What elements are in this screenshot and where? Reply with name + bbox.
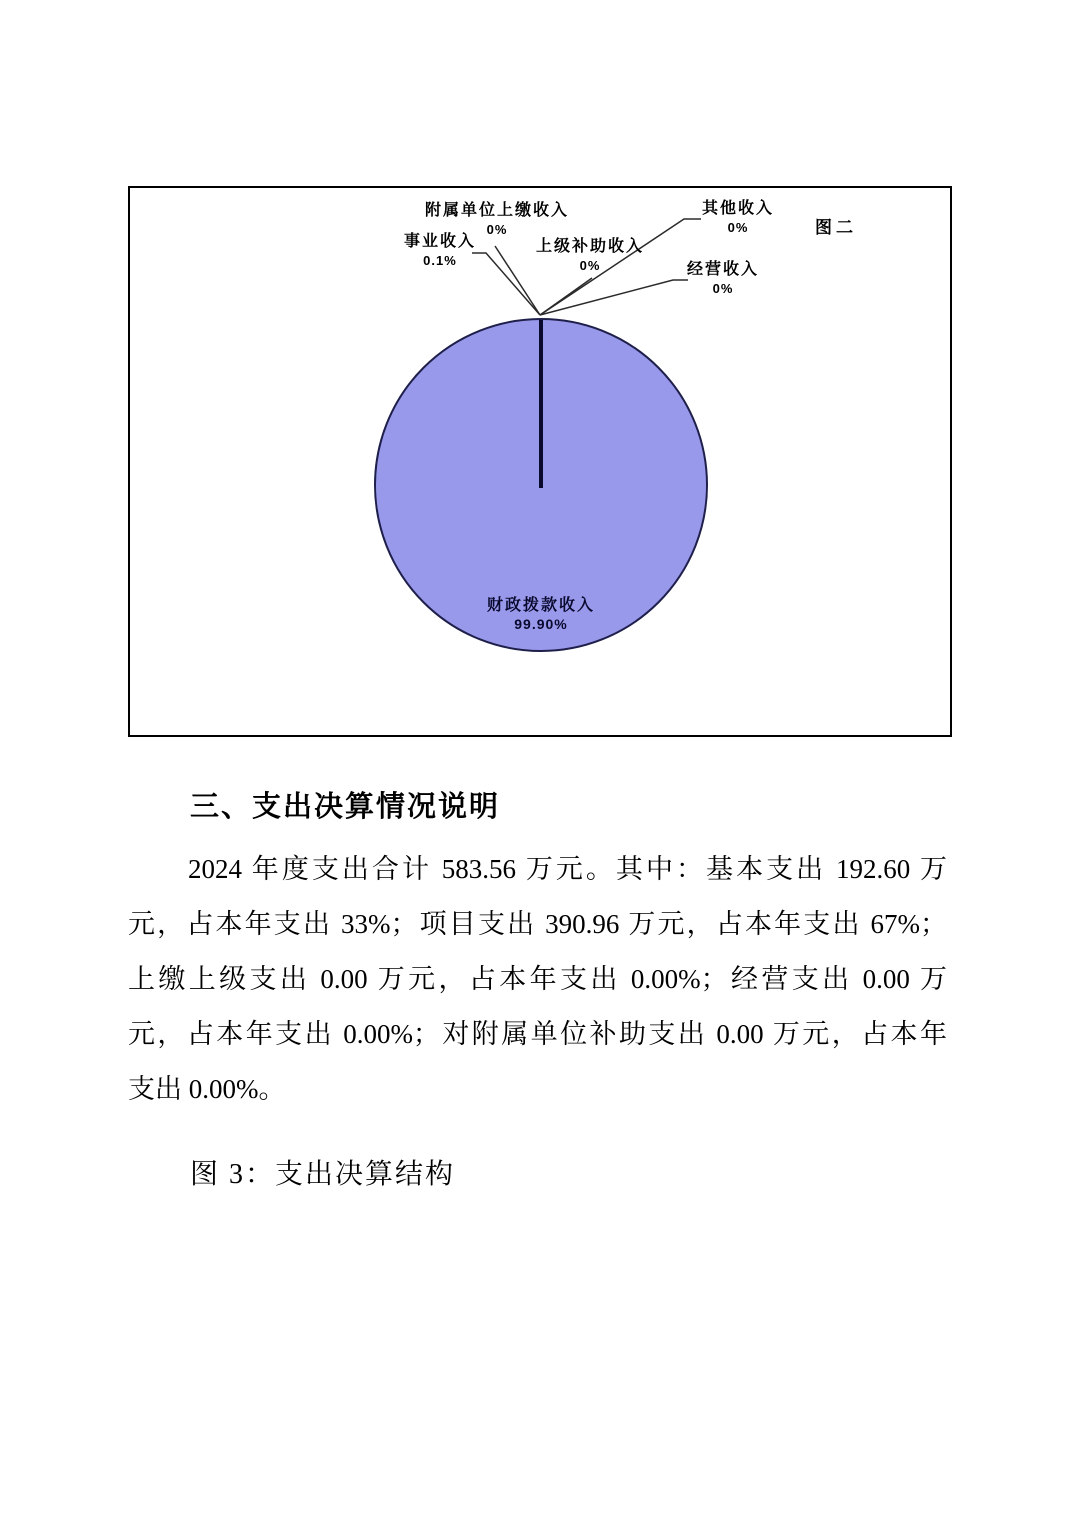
pie-label-percent: 99.90% — [514, 616, 568, 632]
pie-label-operating-income — [653, 260, 793, 297]
pie-label-percent: 0% — [579, 258, 601, 273]
pie-label-business-income — [380, 232, 500, 269]
pie-label-text: 上级补助收入 — [535, 238, 644, 255]
pie-label-text: 经营收入 — [686, 261, 759, 278]
pie-label-text: 事业收入 — [403, 233, 476, 250]
pie-label-other-income — [668, 199, 808, 236]
paragraph-line: 支出 0.00%。 — [128, 1074, 286, 1104]
paragraph-line: 元，占本年支出 0.00%；对附属单位补助支出 0.00 万元，占本年 — [128, 1019, 947, 1049]
pie-label-percent: 0.1% — [423, 253, 457, 268]
pie-label-text: 其他收入 — [701, 200, 774, 217]
figure3-caption: 图 3：支出决算结构 — [190, 1159, 456, 1190]
pie-label-percent: 0% — [712, 281, 734, 296]
pie-label-text: 财政拨款收入 — [486, 597, 595, 614]
paragraph-line: 元，占本年支出 33%；项目支出 390.96 万元，占本年支出 67%； — [128, 909, 947, 939]
figure2-tag: 图二 — [815, 218, 857, 237]
pie-label-percent: 0% — [727, 220, 749, 235]
expenditure-paragraph — [128, 842, 947, 1117]
pie-label-fiscal-appropriation-income — [441, 596, 641, 633]
pie-label-text: 附属单位上缴收入 — [424, 202, 569, 219]
section-heading: 三、支出决算情况说明 — [190, 791, 501, 823]
paragraph-line: 上缴上级支出 0.00 万元，占本年支出 0.00%；经营支出 0.00 万 — [128, 964, 947, 994]
paragraph-line: 2024 年度支出合计 583.56 万元。其中：基本支出 192.60 万 — [188, 854, 947, 884]
pie-label-percent: 0% — [486, 222, 508, 237]
income-structure-figure — [128, 186, 952, 737]
